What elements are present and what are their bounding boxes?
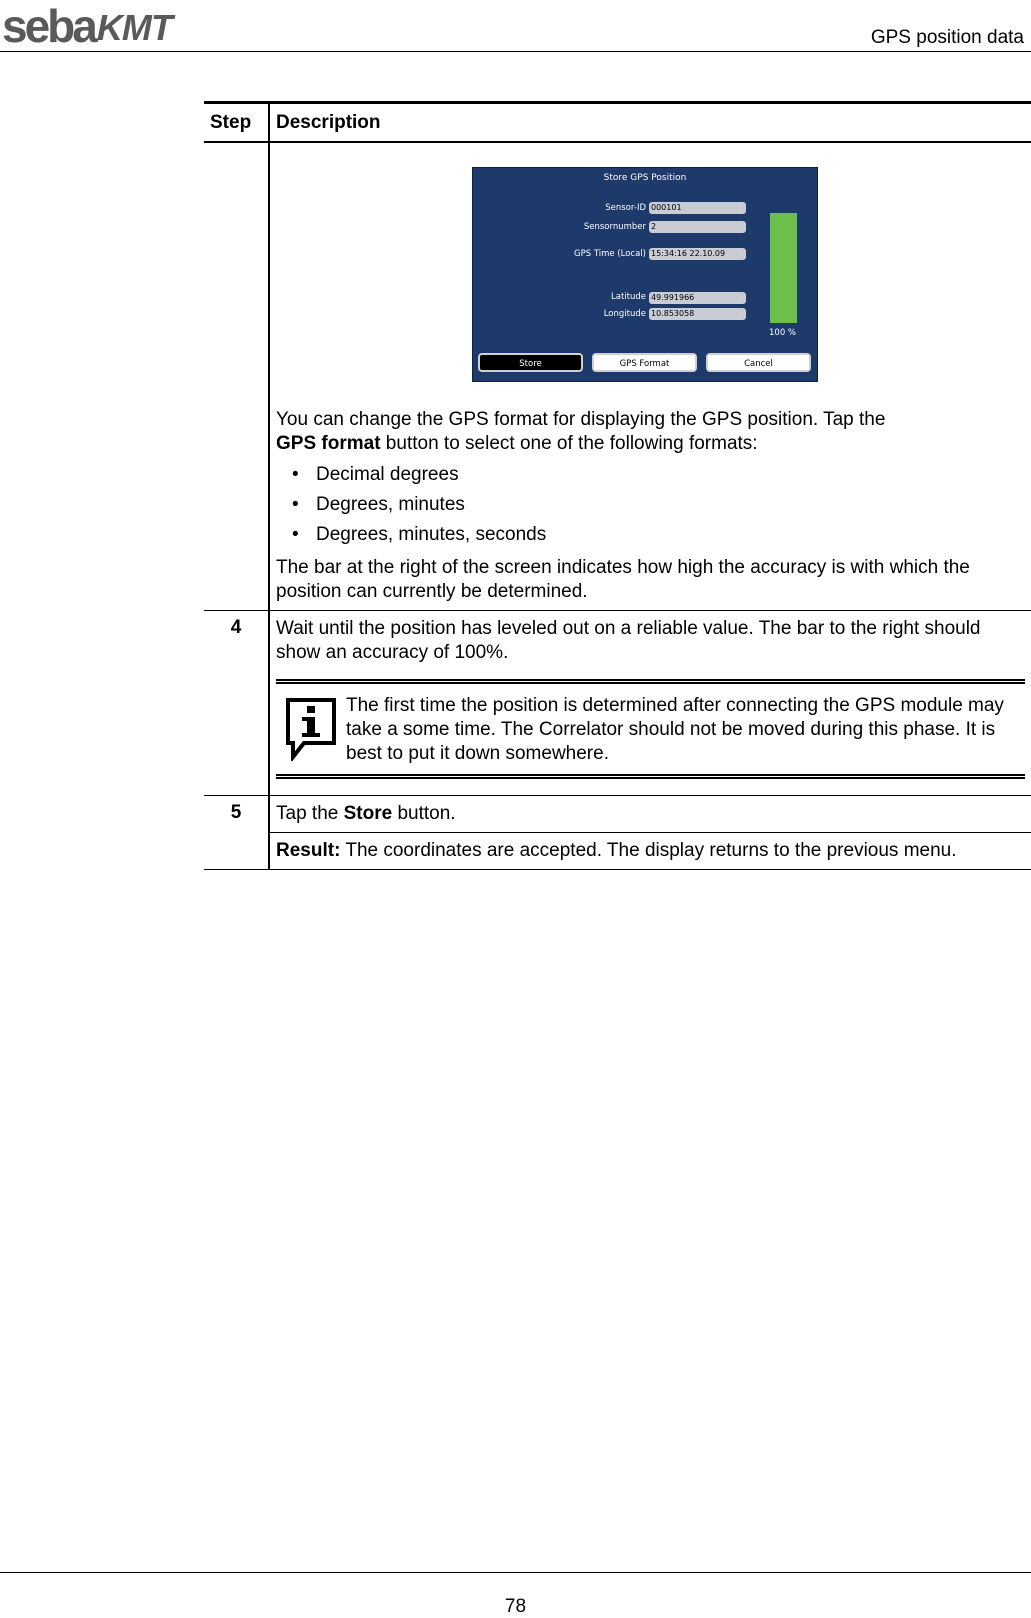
result-text [276,839,1025,863]
sensor-id-field: 000101 [649,202,746,214]
list-item [276,520,1025,550]
page-number: 78 [504,1596,527,1617]
intro-text-2: button to select one of the following formats: [380,433,758,454]
page-header-title: GPS position data [870,27,1024,48]
bullet-icon: • [292,524,299,545]
step-4-text: Wait until the position has leveled out on a reliable value. The bar to the right should show an accuracy of 100%. [276,618,981,663]
gps-format-intro [276,408,1025,456]
gps-format-button[interactable]: GPS Format [592,353,697,372]
gps-time-label: GPS Time (Local) [574,249,646,259]
step-4-row [204,611,1031,796]
longitude-label: Longitude [603,309,646,319]
cancel-button[interactable]: Cancel [706,353,811,372]
footer-divider [0,1572,1031,1573]
header-divider [0,51,1031,52]
step-4-description [269,611,1031,796]
store-button[interactable]: Store [478,353,583,372]
sebakmt-logo [2,0,172,52]
latitude-field: 49.991966 [649,292,746,304]
format-degrees-minutes: Degrees, minutes [316,494,465,515]
step-description-cell [269,142,1031,611]
intro-text-1: You can change the GPS format for displaying the GPS position. Tap the [276,409,886,430]
gps-time-field: 15:34:16 22.10.09 [649,248,746,260]
info-note [276,679,1025,779]
result-description: The coordinates are accepted. The display returns to the previous menu. [340,840,957,861]
step-5-description [269,796,1031,833]
gps-format-term: GPS format [276,433,381,454]
step-5-text-1: Tap the [276,803,344,824]
sensornumber-label: Sensornumber [583,222,646,232]
table-header-row [204,103,1031,143]
result-label: Result: [276,840,341,861]
step-number-4: 4 [204,611,269,796]
list-item [276,460,1025,490]
accuracy-bar-explanation: The bar at the right of the screen indicates how high the accuracy is with which the position can currently be determined. [276,557,970,602]
list-item [276,490,1025,520]
format-degrees-minutes-seconds: Degrees, minutes, seconds [316,524,547,545]
step-5-row [204,796,1031,833]
sensornumber-field: 2 [649,221,746,233]
step-5-result [269,833,1031,870]
accuracy-bar-fill [770,213,797,323]
logo-kmt-text: KMT [96,7,172,48]
device-screen-title: Store GPS Position [603,173,687,183]
step-5-text [276,802,1025,826]
longitude-field: 10.853058 [649,308,746,320]
sensor-id-label: Sensor-ID [605,203,646,213]
accuracy-percent-label: 100 % [769,328,797,338]
store-term: Store [343,803,393,824]
accuracy-bar [770,213,797,323]
step-number-cell [204,142,269,611]
steps-table [204,101,1031,870]
bullet-icon: • [292,464,299,485]
step-5-result-row [204,833,1031,870]
info-icon [285,697,337,761]
column-header-step: Step [204,103,269,143]
logo-seba-text: seba [2,0,95,52]
step-number-5: 5 [204,796,269,833]
bullet-icon: • [292,494,299,515]
step-number-cell-empty [204,833,269,870]
store-gps-position-screenshot [472,167,818,382]
column-header-description: Description [269,103,1031,143]
gps-format-list [276,460,1025,550]
format-decimal-degrees: Decimal degrees [316,464,459,485]
info-note-text: The first time the position is determined after connecting the GPS module may take a some time. The Correlator should not be moved during this phase. It is best to put it down somewhere. [346,695,1004,764]
latitude-label: Latitude [611,292,646,302]
step-3-row [204,142,1031,611]
step-5-text-2: button. [392,803,456,824]
